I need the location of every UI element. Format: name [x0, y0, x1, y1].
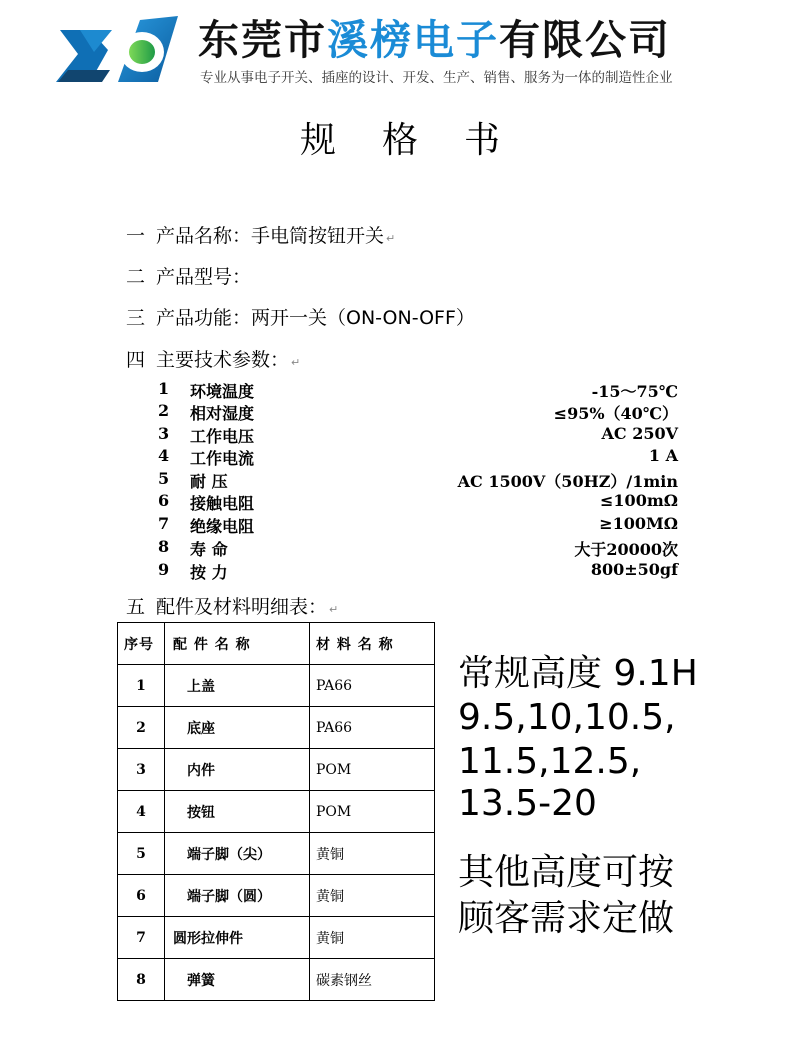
cell-material: POM — [310, 791, 435, 833]
section-text: 主要技术参数： — [156, 349, 290, 371]
param-number: 6 — [158, 491, 170, 510]
cell-no: 3 — [118, 749, 165, 791]
section-number: 三 — [126, 307, 146, 329]
col-header-part: 配 件 名 称 — [165, 623, 310, 665]
cell-material: POM — [310, 749, 435, 791]
height-note-line: 9.5,10,10.5, — [458, 697, 676, 738]
cell-no: 4 — [118, 791, 165, 833]
table-row — [118, 875, 435, 917]
param-number: 8 — [158, 537, 170, 556]
company-name-prefix: 东莞市 — [198, 16, 327, 64]
section-number: 五 — [126, 596, 146, 618]
cell-part: 端子脚（圆） — [165, 875, 310, 917]
cell-material: PA66 — [310, 665, 435, 707]
param-label: 绝缘电阻 — [190, 517, 255, 536]
company-name-suffix: 有限公司 — [499, 16, 671, 64]
company-name-accent: 溪榜电子 — [327, 16, 499, 64]
cell-no: 7 — [118, 917, 165, 959]
param-row — [158, 401, 718, 423]
param-label: 按 力 — [190, 563, 228, 582]
parts-materials-table — [117, 622, 435, 1001]
section-text: 配件及材料明细表： — [156, 596, 328, 618]
cell-no: 1 — [118, 665, 165, 707]
section-product-name — [126, 221, 395, 248]
cell-part: 圆形拉伸件 — [165, 917, 310, 959]
cell-material: PA66 — [310, 707, 435, 749]
height-note-line: 13.5-20 — [458, 783, 597, 824]
section-main-params — [126, 345, 300, 372]
param-value: -15～75℃ — [591, 382, 678, 401]
param-value: 800±50gf — [590, 560, 678, 579]
section-parts-materials — [126, 592, 338, 619]
section-number: 四 — [126, 349, 146, 371]
section-text: 产品功能：两开一关（ON-ON-OFF） — [156, 307, 475, 329]
param-label: 耐 压 — [190, 472, 228, 491]
param-value: 大于20000次 — [574, 540, 678, 559]
cell-material: 黄铜 — [310, 833, 435, 875]
table-row — [118, 959, 435, 1001]
param-value: 1 A — [648, 446, 678, 465]
cell-material: 黄铜 — [310, 917, 435, 959]
custom-order-note-line: 顾客需求定做 — [458, 898, 675, 939]
paragraph-mark-icon: ↵ — [291, 356, 301, 369]
param-row — [158, 514, 718, 536]
cell-part: 上盖 — [165, 665, 310, 707]
table-row — [118, 917, 435, 959]
param-label: 工作电压 — [190, 427, 255, 446]
param-number: 9 — [158, 560, 170, 579]
table-row — [118, 791, 435, 833]
param-row — [158, 537, 718, 559]
cell-part: 端子脚（尖） — [165, 833, 310, 875]
param-value: ≤95%（40℃） — [553, 404, 678, 423]
param-row — [158, 379, 718, 401]
cell-material: 碳素钢丝 — [310, 959, 435, 1001]
section-text: 产品名称：手电筒按钮开关 — [156, 225, 385, 247]
param-label: 环境温度 — [190, 382, 255, 401]
param-row — [158, 560, 718, 582]
param-number: 1 — [158, 379, 170, 398]
param-value: AC 250V — [601, 424, 678, 443]
height-note-line: 11.5,12.5, — [458, 741, 642, 782]
param-label: 工作电流 — [190, 449, 255, 468]
param-value: ≥100MΩ — [599, 514, 678, 533]
table-row — [118, 665, 435, 707]
section-number: 一 — [126, 225, 146, 247]
section-product-function — [126, 303, 475, 330]
col-header-material: 材 料 名 称 — [310, 623, 435, 665]
section-product-model — [126, 262, 251, 289]
col-header-no: 序号 — [118, 623, 165, 665]
param-row — [158, 424, 718, 446]
param-number: 3 — [158, 424, 170, 443]
cell-no: 2 — [118, 707, 165, 749]
param-label: 相对湿度 — [190, 404, 255, 423]
section-number: 二 — [126, 266, 146, 288]
param-label: 接触电阻 — [190, 494, 255, 513]
param-value: ≤100mΩ — [600, 491, 678, 510]
custom-order-note-line: 其他高度可按 — [458, 852, 675, 893]
company-logo — [50, 12, 185, 87]
company-name — [198, 16, 671, 64]
cell-part: 弹簧 — [165, 959, 310, 1001]
param-row — [158, 469, 718, 491]
paragraph-mark-icon: ↵ — [386, 232, 396, 245]
cell-no: 5 — [118, 833, 165, 875]
table-row — [118, 833, 435, 875]
cell-part: 内件 — [165, 749, 310, 791]
document-title: 规格书 — [299, 120, 546, 161]
param-number: 5 — [158, 469, 170, 488]
param-row — [158, 446, 718, 468]
param-number: 2 — [158, 401, 170, 420]
param-number: 7 — [158, 514, 170, 533]
company-slogan: 专业从事电子开关、插座的设计、开发、生产、销售、服务为一体的制造性企业 — [200, 70, 673, 86]
table-row — [118, 707, 435, 749]
cell-no: 8 — [118, 959, 165, 1001]
height-note-line: 常规高度 9.1H — [458, 653, 698, 694]
cell-part: 按钮 — [165, 791, 310, 833]
table-header-row — [118, 623, 435, 665]
param-label: 寿 命 — [190, 540, 228, 559]
cell-material: 黄铜 — [310, 875, 435, 917]
paragraph-mark-icon: ↵ — [329, 603, 339, 616]
param-row — [158, 491, 718, 513]
param-value: AC 1500V（50HZ）/1min — [457, 472, 678, 491]
section-text: 产品型号： — [156, 266, 252, 288]
cell-part: 底座 — [165, 707, 310, 749]
param-number: 4 — [158, 446, 170, 465]
table-row — [118, 749, 435, 791]
cell-no: 6 — [118, 875, 165, 917]
